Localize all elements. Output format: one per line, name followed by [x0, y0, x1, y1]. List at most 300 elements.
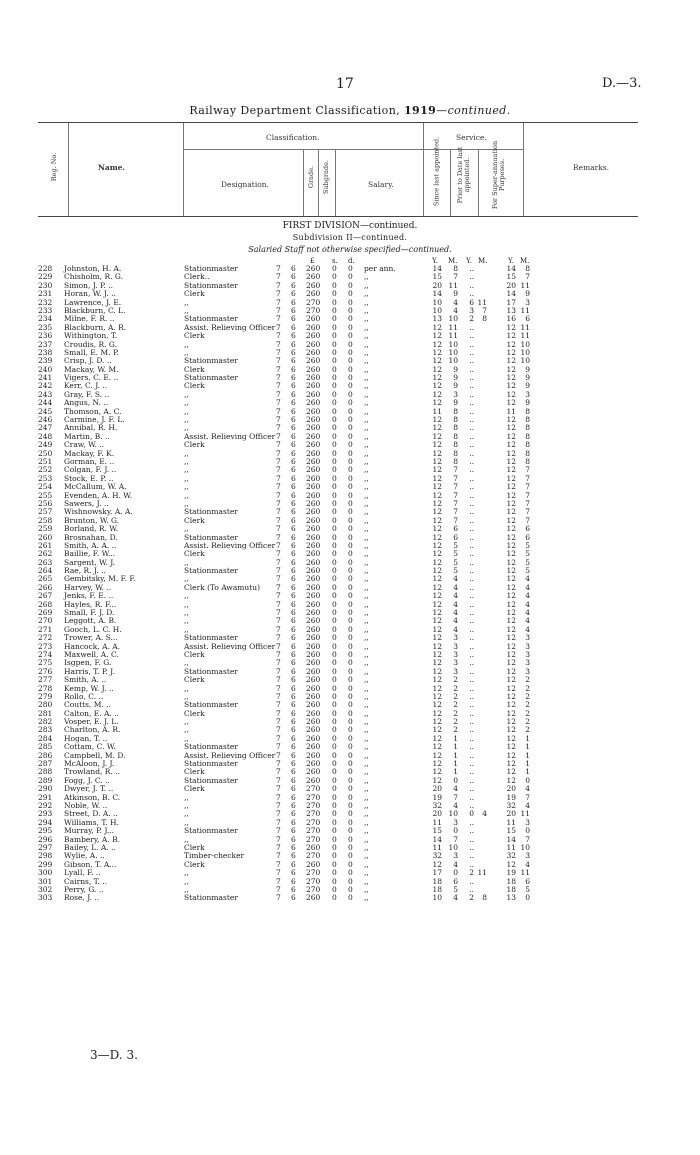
name-cell: Lyall, F. .. — [64, 868, 101, 878]
salary-pence-cell: 0 — [348, 608, 353, 618]
since-years-cell: 12 — [432, 532, 442, 542]
salary-shillings-cell: 0 — [332, 540, 337, 550]
subgrade-cell: 6 — [291, 859, 296, 869]
salary-pence-cell: 0 — [348, 624, 353, 634]
prior-years-cell: .. — [469, 389, 474, 399]
salary-period-cell: ,, — [364, 801, 369, 810]
super-years-cell: 12 — [506, 356, 516, 366]
reg-no-cell: 245 — [38, 406, 53, 416]
super-years-cell: 12 — [506, 775, 516, 785]
super-years-cell: 12 — [506, 582, 516, 592]
prior-years-cell: .. — [469, 322, 474, 332]
since-years-cell: 12 — [432, 708, 442, 718]
super-years-cell: 12 — [506, 448, 516, 458]
super-years-cell: 12 — [506, 700, 516, 710]
salary-shillings-cell: 0 — [332, 750, 337, 760]
name-cell: Charlton, A. R. — [64, 725, 121, 735]
salary-pounds-cell: 260 — [306, 649, 321, 659]
since-months-cell: 1 — [453, 750, 458, 760]
table-row — [0, 894, 700, 902]
salary-shillings-cell: 0 — [332, 641, 337, 651]
name-cell: Cairns, T. .. — [64, 876, 108, 886]
prior-years-cell: .. — [469, 591, 474, 601]
grade-cell: 7 — [276, 448, 281, 458]
salary-shillings-cell: 0 — [332, 599, 337, 609]
reg-no-cell: 278 — [38, 683, 53, 693]
name-cell: Crisp, J. D. .. — [64, 356, 112, 366]
since-months-cell: 6 — [453, 532, 458, 542]
salary-shillings-cell: 0 — [332, 297, 337, 307]
since-years-cell: 12 — [432, 482, 442, 492]
super-years-cell: 12 — [506, 733, 516, 743]
salary-shillings-cell: 0 — [332, 582, 337, 592]
grade-cell: 7 — [276, 440, 281, 450]
reg-no-header: Reg. No. — [50, 152, 58, 182]
super-months-cell: 9 — [525, 398, 530, 408]
super-months-cell: 1 — [525, 742, 530, 752]
super-years-cell: 12 — [506, 759, 516, 769]
since-years-cell: 12 — [432, 381, 442, 391]
name-header: Name. — [98, 163, 126, 172]
designation-cell: ,, — [184, 423, 189, 433]
designation-cell: ,, — [184, 876, 189, 886]
classification-header: Classification. — [266, 133, 320, 142]
prior-years-cell: .. — [469, 599, 474, 609]
prior-years-cell: .. — [469, 641, 474, 651]
prior-to-header: Prior to Date last appointed. — [456, 146, 471, 204]
subgrade-cell: 6 — [291, 415, 296, 425]
since-months-cell: 5 — [453, 884, 458, 894]
name-cell: Croudis, R. G. — [64, 339, 118, 349]
super-months-cell: 2 — [525, 691, 530, 701]
super-years-cell: 12 — [506, 440, 516, 450]
salary-pence-cell: 0 — [348, 574, 353, 584]
grade-cell: 7 — [276, 381, 281, 391]
designation-cell: Clerk — [184, 331, 205, 341]
super-years-cell: 12 — [506, 423, 516, 433]
salary-period-cell: ,, — [364, 717, 369, 727]
grade-cell: 7 — [276, 356, 281, 366]
grade-cell: 7 — [276, 465, 281, 475]
grade-cell: 7 — [276, 876, 281, 886]
salary-pounds-cell: 260 — [306, 750, 321, 760]
salary-period-cell: ,, — [364, 649, 369, 659]
salary-pounds-cell: 260 — [306, 633, 321, 643]
salary-pounds-cell: 260 — [306, 482, 321, 492]
since-months-cell: 0 — [453, 868, 458, 878]
divider — [183, 149, 523, 150]
designation-cell: ,, — [184, 683, 189, 693]
reg-no-cell: 292 — [38, 801, 53, 810]
reg-no-cell: 302 — [38, 884, 53, 894]
super-years-cell: 12 — [506, 599, 516, 609]
salary-period-cell: ,, — [364, 456, 369, 466]
super-months-cell: 6 — [525, 314, 530, 324]
super-months-cell: 2 — [525, 725, 530, 735]
super-months-cell: 4 — [525, 599, 530, 609]
since-months-cell: 2 — [453, 675, 458, 685]
salary-pence-cell: 0 — [348, 582, 353, 592]
super-years-cell: 11 — [506, 406, 516, 416]
designation-cell: ,, — [184, 347, 189, 357]
salary-pounds-cell: 260 — [306, 465, 321, 475]
name-cell: Cottam, C. W. — [64, 742, 116, 752]
since-years-cell: 10 — [432, 297, 442, 307]
since-months-cell: 10 — [448, 842, 458, 852]
designation-cell: Clerk.. — [184, 272, 210, 282]
subgrade-cell: 6 — [291, 608, 296, 618]
name-cell: Colgan, F. J. .. — [64, 465, 117, 475]
salary-shillings-cell: 0 — [332, 507, 337, 517]
since-months-cell: 11 — [448, 331, 458, 341]
super-years-cell: 12 — [506, 658, 516, 668]
subgrade-cell: 6 — [291, 398, 296, 408]
super-months-cell: 2 — [525, 708, 530, 718]
since-years-cell: 12 — [432, 759, 442, 769]
super-months-cell: 9 — [525, 289, 530, 299]
reg-no-cell: 243 — [38, 389, 53, 399]
super-months-cell: 4 — [525, 582, 530, 592]
salary-pounds-cell: 260 — [306, 356, 321, 366]
grade-cell: 7 — [276, 868, 281, 878]
salary-pounds-cell: 260 — [306, 658, 321, 668]
name-cell: Bailey, L. A. .. — [64, 842, 116, 852]
super-months-cell: 3 — [525, 641, 530, 651]
salary-pounds-cell: 260 — [306, 448, 321, 458]
name-cell: Jenks, F. E. .. — [64, 591, 114, 601]
salary-pounds-cell: 260 — [306, 524, 321, 534]
grade-cell: 7 — [276, 641, 281, 651]
salary-pounds-cell: 260 — [306, 389, 321, 399]
salary-pounds-cell: 260 — [306, 456, 321, 466]
since-years-cell: 12 — [432, 398, 442, 408]
since-months-cell: 4 — [453, 599, 458, 609]
subgrade-cell: 6 — [291, 666, 296, 676]
designation-cell: ,, — [184, 557, 189, 567]
reg-no-cell: 254 — [38, 482, 53, 492]
since-months-cell: 10 — [448, 339, 458, 349]
since-years-cell: 12 — [432, 591, 442, 601]
salary-shillings-cell: 0 — [332, 826, 337, 836]
salary-pounds-cell: 260 — [306, 423, 321, 433]
super-years-cell: 12 — [506, 540, 516, 550]
since-years-cell: 12 — [432, 633, 442, 643]
since-months-cell: 7 — [453, 834, 458, 844]
since-years-cell: 12 — [432, 373, 442, 383]
salary-pence-cell: 0 — [348, 616, 353, 626]
salary-period-cell: ,, — [364, 884, 369, 894]
grade-cell: 7 — [276, 633, 281, 643]
salary-pence-cell: 0 — [348, 691, 353, 701]
super-months-cell: 11 — [520, 809, 530, 819]
since-years-cell: 15 — [432, 272, 442, 282]
name-cell: Rollo, C. .. — [64, 691, 104, 701]
salary-pence-cell: 0 — [348, 801, 353, 810]
super-months-cell: 6 — [525, 876, 530, 886]
division-heading: FIRST DIVISION—continued. — [282, 221, 418, 231]
prior-years-cell: .. — [469, 465, 474, 475]
subgrade-cell: 6 — [291, 876, 296, 886]
salary-period-cell: ,, — [364, 691, 369, 701]
since-years-cell: 14 — [432, 289, 442, 299]
since-months-cell: 8 — [453, 431, 458, 441]
super-years-cell: 12 — [506, 742, 516, 752]
name-cell: McCallum, W. A. — [64, 482, 127, 492]
grade-cell: 7 — [276, 364, 281, 374]
subgrade-cell: 6 — [291, 406, 296, 416]
salary-shillings-cell: 0 — [332, 566, 337, 576]
name-cell: Gooch, L. C. H. — [64, 624, 122, 634]
salary-pence-cell: 0 — [348, 540, 353, 550]
designation-cell: ,, — [184, 524, 189, 534]
since-months-cell: 4 — [453, 297, 458, 307]
salary-period-cell: ,, — [364, 305, 369, 315]
subgrade-cell: 6 — [291, 775, 296, 785]
designation-cell: Clerk (To Awamutu) — [184, 582, 261, 592]
designation-cell: Clerk — [184, 767, 205, 777]
salary-pounds-cell: 260 — [306, 675, 321, 685]
since-years-cell: 12 — [432, 658, 442, 668]
name-cell: Sawers, J. .. — [64, 498, 109, 508]
grade-cell: 7 — [276, 784, 281, 794]
subgrade-cell: 6 — [291, 264, 296, 273]
name-cell: McAloon, J. J. — [64, 759, 115, 769]
salary-period-cell: ,, — [364, 272, 369, 282]
subgrade-cell: 6 — [291, 683, 296, 693]
super-years-cell: 32 — [506, 851, 516, 861]
salary-pence-cell: 0 — [348, 750, 353, 760]
designation-cell: Stationmaster — [184, 373, 238, 383]
prior-years-cell: .. — [469, 608, 474, 618]
salary-period-cell: ,, — [364, 482, 369, 492]
reg-no-cell: 249 — [38, 440, 53, 450]
salary-period-cell: ,, — [364, 314, 369, 324]
subgrade-cell: 6 — [291, 675, 296, 685]
grade-cell: 7 — [276, 649, 281, 659]
salary-shillings-cell: 0 — [332, 532, 337, 542]
pence-unit: d. — [348, 257, 355, 265]
salary-period-cell: ,, — [364, 775, 369, 785]
since-months-cell: 4 — [453, 859, 458, 869]
designation-cell: ,, — [184, 415, 189, 425]
super-months-cell: 4 — [525, 574, 530, 584]
salary-period-cell: ,, — [364, 540, 369, 550]
super-years-cell: 12 — [506, 591, 516, 601]
subgrade-cell: 6 — [291, 658, 296, 668]
name-cell: Murray, P. J... — [64, 826, 115, 836]
salary-shillings-cell: 0 — [332, 314, 337, 324]
prior-years-cell: .. — [469, 876, 474, 886]
salary-pence-cell: 0 — [348, 633, 353, 643]
designation-cell: Assist. Relieving Officer — [184, 322, 276, 332]
subgrade-cell: 6 — [291, 540, 296, 550]
salary-shillings-cell: 0 — [332, 490, 337, 500]
super-months-cell: 5 — [525, 540, 530, 550]
name-cell: Carmine, J. F. L. — [64, 415, 125, 425]
grade-cell: 7 — [276, 884, 281, 894]
grade-cell: 7 — [276, 566, 281, 576]
reg-no-cell: 238 — [38, 347, 53, 357]
salary-period-cell: ,, — [364, 624, 369, 634]
super-months-cell: 9 — [525, 364, 530, 374]
salary-shillings-cell: 0 — [332, 767, 337, 777]
grade-cell: 7 — [276, 264, 281, 273]
designation-cell: ,, — [184, 599, 189, 609]
super-months-cell: 10 — [520, 347, 530, 357]
divider — [335, 149, 336, 216]
name-cell: Hogan, T. .. — [64, 733, 108, 743]
name-cell: Gembitsky, M. F. F. — [64, 574, 136, 584]
subgrade-cell: 6 — [291, 708, 296, 718]
designation-cell: Timber-checker — [184, 851, 245, 861]
salary-period-cell: ,, — [364, 322, 369, 332]
reg-no-cell: 298 — [38, 851, 53, 861]
salary-shillings-cell: 0 — [332, 658, 337, 668]
since-months-cell: 8 — [453, 440, 458, 450]
since-months-cell: 2 — [453, 683, 458, 693]
super-years-cell: 12 — [506, 490, 516, 500]
grade-cell: 7 — [276, 490, 281, 500]
super-years-cell: 20 — [506, 809, 516, 819]
superannuation-header: For Super-annuation Purposes. — [491, 140, 506, 210]
salary-shillings-cell: 0 — [332, 347, 337, 357]
grade-cell: 7 — [276, 616, 281, 626]
super-years-cell: 20 — [506, 784, 516, 794]
salary-period-cell: ,, — [364, 582, 369, 592]
divider — [183, 123, 184, 216]
salary-pounds-cell: 260 — [306, 331, 321, 341]
super-months-cell: 2 — [525, 700, 530, 710]
since-years-cell: 12 — [432, 356, 442, 366]
salary-period-cell: ,, — [364, 381, 369, 391]
salary-pence-cell: 0 — [348, 297, 353, 307]
prior-years-cell: .. — [469, 356, 474, 366]
grade-cell: 7 — [276, 826, 281, 836]
prior-years-cell: .. — [469, 373, 474, 383]
subgrade-cell: 6 — [291, 297, 296, 307]
grade-cell: 7 — [276, 792, 281, 802]
reg-no-cell: 268 — [38, 599, 53, 609]
subgrade-cell: 6 — [291, 633, 296, 643]
super-years-cell: 12 — [506, 431, 516, 441]
reg-no-cell: 240 — [38, 364, 53, 374]
since-years-cell: 15 — [432, 826, 442, 836]
prior-years-cell: .. — [469, 456, 474, 466]
subgrade-cell: 6 — [291, 784, 296, 794]
super-years-cell: 12 — [506, 482, 516, 492]
subgrade-cell: 6 — [291, 280, 296, 290]
prior-years-cell: .. — [469, 289, 474, 299]
grade-cell: 7 — [276, 423, 281, 433]
super-months-cell: 4 — [525, 591, 530, 601]
super-months-cell: 7 — [525, 834, 530, 844]
prior-years-cell: .. — [469, 566, 474, 576]
since-months-cell: 6 — [453, 876, 458, 886]
salary-pence-cell: 0 — [348, 700, 353, 710]
salary-shillings-cell: 0 — [332, 809, 337, 819]
designation-cell: Stationmaster — [184, 566, 238, 576]
super-months-cell: 3 — [525, 666, 530, 676]
salary-pounds-cell: 260 — [306, 859, 321, 869]
month-unit: M. — [478, 257, 488, 265]
salary-period-cell: ,, — [364, 792, 369, 802]
salary-pence-cell: 0 — [348, 440, 353, 450]
salary-period-cell: ,, — [364, 473, 369, 483]
salary-period-cell: ,, — [364, 549, 369, 559]
salary-pence-cell: 0 — [348, 834, 353, 844]
since-years-cell: 12 — [432, 498, 442, 508]
salary-shillings-cell: 0 — [332, 339, 337, 349]
designation-cell: Clerk — [184, 364, 205, 374]
salary-pence-cell: 0 — [348, 331, 353, 341]
prior-years-cell: .. — [469, 784, 474, 794]
prior-years-cell: .. — [469, 750, 474, 760]
designation-cell: ,, — [184, 297, 189, 307]
subgrade-cell: 6 — [291, 440, 296, 450]
super-months-cell: 6 — [525, 524, 530, 534]
salary-pounds-cell: 260 — [306, 725, 321, 735]
grade-cell: 7 — [276, 456, 281, 466]
salary-pence-cell: 0 — [348, 406, 353, 416]
since-years-cell: 12 — [432, 507, 442, 517]
salary-pounds-cell: 270 — [306, 784, 321, 794]
name-cell: Maxwell, A. C. — [64, 649, 119, 659]
name-cell: Perry, G. .. — [64, 884, 104, 894]
year-unit: Y. — [432, 257, 438, 265]
salary-pounds-cell: 260 — [306, 507, 321, 517]
salary-pence-cell: 0 — [348, 859, 353, 869]
since-months-cell: 9 — [453, 381, 458, 391]
grade-cell: 7 — [276, 347, 281, 357]
prior-years-cell: .. — [469, 364, 474, 374]
salary-period-cell: ,, — [364, 465, 369, 475]
since-years-cell: 12 — [432, 490, 442, 500]
salary-shillings-cell: 0 — [332, 717, 337, 727]
since-years-cell: 12 — [432, 339, 442, 349]
name-cell: Horan, W. J. .. — [64, 289, 116, 299]
designation-cell: ,, — [184, 658, 189, 668]
grade-cell: 7 — [276, 733, 281, 743]
salary-pence-cell: 0 — [348, 725, 353, 735]
salary-pounds-cell: 260 — [306, 599, 321, 609]
designation-cell: ,, — [184, 389, 189, 399]
name-cell: Noble, W. .. — [64, 801, 108, 810]
salary-shillings-cell: 0 — [332, 683, 337, 693]
salary-pence-cell: 0 — [348, 347, 353, 357]
super-months-cell: 1 — [525, 759, 530, 769]
subgrade-cell: 6 — [291, 456, 296, 466]
prior-years-cell: .. — [469, 725, 474, 735]
subgrade-cell: 6 — [291, 314, 296, 324]
reg-no-cell: 270 — [38, 616, 53, 626]
salary-period-cell: ,, — [364, 683, 369, 693]
super-months-cell: 9 — [525, 381, 530, 391]
reg-no-cell: 235 — [38, 322, 53, 332]
prior-years-cell: 6 — [469, 297, 474, 307]
salary-shillings-cell: 0 — [332, 633, 337, 643]
designation-cell: Stationmaster — [184, 356, 238, 366]
shilling-unit: s. — [332, 257, 338, 265]
salary-shillings-cell: 0 — [332, 893, 337, 903]
designation-cell: ,, — [184, 608, 189, 618]
year-unit: Y. — [508, 257, 514, 265]
since-years-cell: 14 — [432, 834, 442, 844]
super-months-cell: 0 — [525, 826, 530, 836]
super-months-cell: 2 — [525, 675, 530, 685]
prior-years-cell: .. — [469, 473, 474, 483]
prior-years-cell: 2 — [469, 314, 474, 324]
salary-shillings-cell: 0 — [332, 834, 337, 844]
